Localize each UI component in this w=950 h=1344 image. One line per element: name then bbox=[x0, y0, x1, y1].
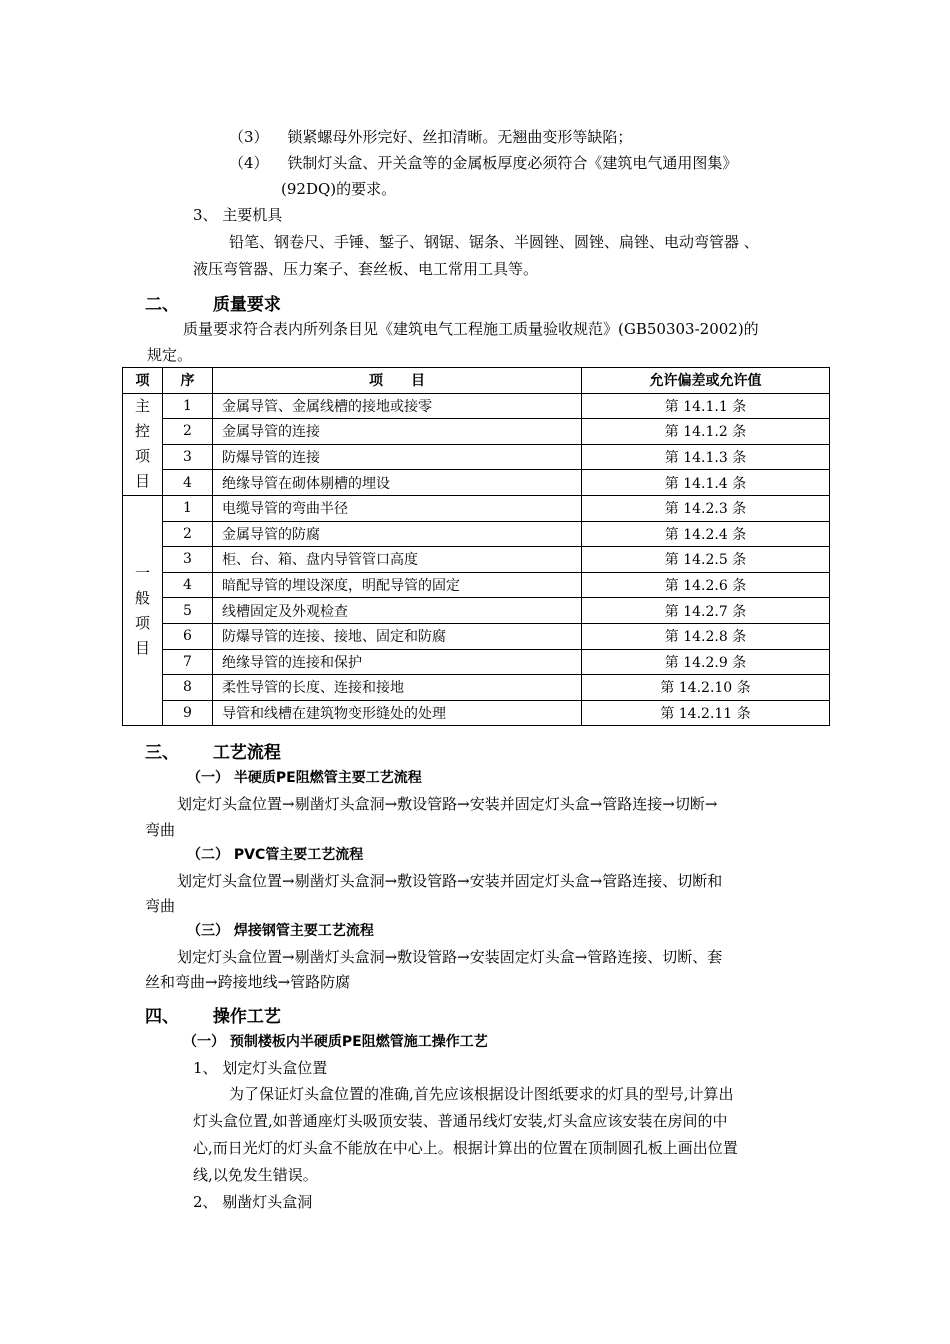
row-number: 3 bbox=[163, 547, 213, 573]
header-number: 序 bbox=[163, 368, 213, 394]
tools-heading: 3、 主要机具 bbox=[193, 206, 283, 224]
paragraph-line: 线,以免发生错误。 bbox=[193, 1166, 318, 1184]
row-ref: 第 14.2.11 条 bbox=[582, 700, 830, 726]
table-row bbox=[123, 649, 830, 675]
category-char: 一 bbox=[134, 563, 150, 582]
tools-line-1: 铅笔、钢卷尺、手锤、錾子、钢锯、锯条、半圆锉、圆锉、扁锉、电动弯管器 、 bbox=[229, 233, 759, 251]
row-item: 金属导管的防腐 bbox=[213, 521, 582, 547]
row-number: 5 bbox=[163, 598, 213, 624]
row-number: 2 bbox=[163, 521, 213, 547]
tools-line-2: 液压弯管器、压力案子、套丝板、电工常用工具等。 bbox=[193, 260, 539, 278]
list-item-3 bbox=[229, 126, 632, 147]
category-char: 主 bbox=[134, 397, 150, 416]
process-line: 弯曲 bbox=[145, 821, 176, 839]
main-category-label bbox=[123, 393, 163, 495]
category-char: 项 bbox=[134, 447, 150, 466]
table-row bbox=[123, 547, 830, 573]
paragraph-line: 灯头盒位置,如普通座灯头吸顶安装、普通吊线灯安装,灯头盒应该安装在房间的中 bbox=[193, 1112, 728, 1130]
row-number: 7 bbox=[163, 649, 213, 675]
row-number: 4 bbox=[163, 470, 213, 496]
process-line: 划定灯头盒位置→剔凿灯头盒洞→敷设管路→安装并固定灯头盒→管路连接→切断→ bbox=[177, 795, 718, 813]
table-row bbox=[123, 393, 830, 419]
subsection-title: （三） 焊接钢管主要工艺流程 bbox=[187, 923, 374, 939]
table-row bbox=[123, 598, 830, 624]
row-ref: 第 14.2.9 条 bbox=[582, 649, 830, 675]
section-number: 三、 bbox=[145, 743, 179, 763]
list-text: 铁制灯头盒、开关盒等的金属板厚度必须符合《建筑电气通用图集》 bbox=[287, 154, 738, 172]
category-char: 目 bbox=[134, 638, 150, 657]
row-number: 1 bbox=[163, 495, 213, 521]
table-row bbox=[123, 675, 830, 701]
general-category-label bbox=[123, 495, 163, 725]
step-heading: 1、 划定灯头盒位置 bbox=[193, 1059, 328, 1077]
row-item: 电缆导管的弯曲半径 bbox=[213, 495, 582, 521]
table-row bbox=[123, 572, 830, 598]
section-3-heading bbox=[145, 738, 281, 763]
table-row bbox=[123, 470, 830, 496]
row-number: 9 bbox=[163, 700, 213, 726]
quality-table bbox=[122, 367, 830, 726]
subsection-title: （一） 预制楼板内半硬质PE阻燃管施工操作工艺 bbox=[183, 1034, 488, 1050]
paragraph-line: 心,而日光灯的灯头盒不能放在中心上。根据计算出的位置在顶制圆孔板上画出位置 bbox=[193, 1139, 738, 1157]
row-ref: 第 14.2.6 条 bbox=[582, 572, 830, 598]
section-4-heading bbox=[145, 1002, 281, 1027]
table-row bbox=[123, 444, 830, 470]
section-2-intro-line-1: 质量要求符合表内所列条目见《建筑电气工程施工质量验收规范》(GB50303-2002)的 bbox=[183, 320, 759, 338]
row-number: 8 bbox=[163, 675, 213, 701]
section-2-intro-line-2: 规定。 bbox=[147, 346, 193, 364]
row-number: 3 bbox=[163, 444, 213, 470]
paragraph-line: 为了保证灯头盒位置的准确,首先应该根据设计图纸要求的灯具的型号,计算出 bbox=[229, 1085, 734, 1103]
row-ref: 第 14.2.3 条 bbox=[582, 495, 830, 521]
header-category: 项 bbox=[123, 368, 163, 394]
process-line: 丝和弯曲→跨接地线→管路防腐 bbox=[145, 973, 351, 991]
section-title: 质量要求 bbox=[212, 295, 281, 315]
section-2-heading bbox=[145, 290, 281, 315]
list-number: （4） bbox=[229, 154, 269, 172]
row-number: 2 bbox=[163, 419, 213, 445]
table-row bbox=[123, 521, 830, 547]
list-item-4 bbox=[229, 152, 737, 173]
header-item: 项 目 bbox=[213, 368, 582, 394]
list-text-continuation: (92DQ)的要求。 bbox=[281, 180, 397, 198]
step-heading: 2、 剔凿灯头盒洞 bbox=[193, 1193, 313, 1211]
row-item: 柔性导管的长度、连接和接地 bbox=[213, 675, 582, 701]
list-number: （3） bbox=[229, 128, 269, 146]
subsection-title: （一） 半硬质PE阻燃管主要工艺流程 bbox=[187, 770, 422, 786]
row-item: 柜、台、箱、盘内导管管口高度 bbox=[213, 547, 582, 573]
table-row bbox=[123, 623, 830, 649]
row-ref: 第 14.1.2 条 bbox=[582, 419, 830, 445]
row-item: 金属导管、金属线槽的接地或接零 bbox=[213, 393, 582, 419]
section-title: 工艺流程 bbox=[212, 743, 281, 763]
row-item: 防爆导管的连接、接地、固定和防腐 bbox=[213, 623, 582, 649]
row-item: 绝缘导管的连接和保护 bbox=[213, 649, 582, 675]
section-title: 操作工艺 bbox=[212, 1007, 281, 1027]
row-number: 6 bbox=[163, 623, 213, 649]
table-row bbox=[123, 700, 830, 726]
list-text: 锁紧螺母外形完好、丝扣清晰。无翘曲变形等缺陷； bbox=[287, 128, 633, 146]
table-row bbox=[123, 495, 830, 521]
row-ref: 第 14.2.10 条 bbox=[582, 675, 830, 701]
category-char: 控 bbox=[134, 422, 150, 441]
row-item: 线槽固定及外观检查 bbox=[213, 598, 582, 624]
table-header-row bbox=[123, 368, 830, 394]
section-number: 二、 bbox=[145, 295, 179, 315]
row-item: 暗配导管的埋设深度，明配导管的固定 bbox=[213, 572, 582, 598]
row-ref: 第 14.1.4 条 bbox=[582, 470, 830, 496]
row-number: 4 bbox=[163, 572, 213, 598]
row-item: 绝缘导管在砌体剔槽的埋设 bbox=[213, 470, 582, 496]
category-char: 目 bbox=[134, 472, 150, 491]
row-item: 防爆导管的连接 bbox=[213, 444, 582, 470]
table-row bbox=[123, 419, 830, 445]
category-char: 项 bbox=[134, 613, 150, 632]
process-line: 划定灯头盒位置→剔凿灯头盒洞→敷设管路→安装并固定灯头盒→管路连接、切断和 bbox=[177, 872, 723, 890]
row-ref: 第 14.2.7 条 bbox=[582, 598, 830, 624]
process-line: 弯曲 bbox=[145, 897, 176, 915]
subsection-title: （二） PVC管主要工艺流程 bbox=[187, 847, 364, 863]
row-item: 金属导管的连接 bbox=[213, 419, 582, 445]
row-number: 1 bbox=[163, 393, 213, 419]
row-ref: 第 14.1.1 条 bbox=[582, 393, 830, 419]
process-line: 划定灯头盒位置→剔凿灯头盒洞→敷设管路→安装固定灯头盒→管路连接、切断、套 bbox=[177, 948, 723, 966]
row-item: 导管和线槽在建筑物变形缝处的处理 bbox=[213, 700, 582, 726]
section-number: 四、 bbox=[145, 1007, 179, 1027]
row-ref: 第 14.2.5 条 bbox=[582, 547, 830, 573]
row-ref: 第 14.2.8 条 bbox=[582, 623, 830, 649]
row-ref: 第 14.2.4 条 bbox=[582, 521, 830, 547]
row-ref: 第 14.1.3 条 bbox=[582, 444, 830, 470]
header-allowance: 允许偏差或允许值 bbox=[582, 368, 830, 394]
category-char: 般 bbox=[134, 588, 150, 607]
